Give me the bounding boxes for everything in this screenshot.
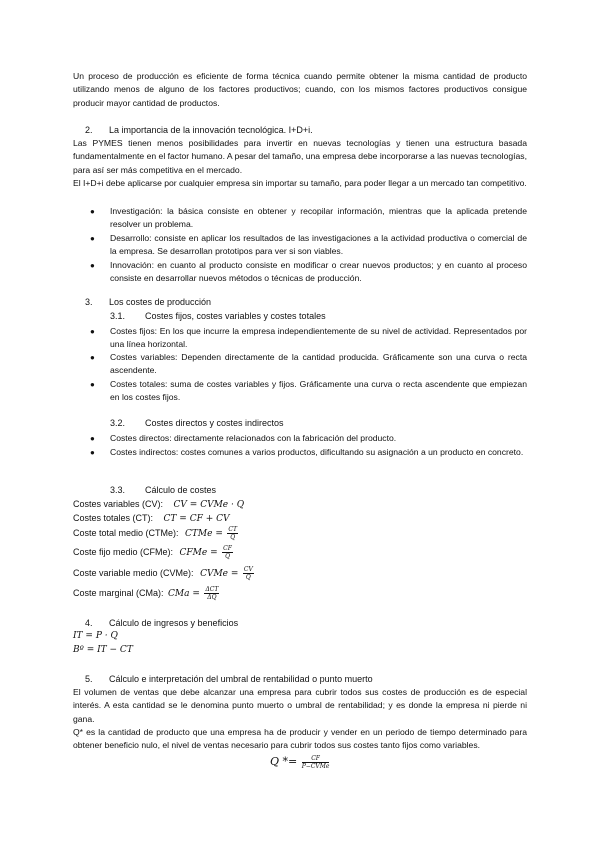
list-item: ● Costes variables: Dependen directamente de la cantidad producida. Gráficamente son una curva o recta ascendente. — [90, 352, 527, 376]
list-item: ● Desarrollo: consiste en aplicar los resultados de las investigaciones a la actividad productiva o comercial de la empresa. Se desarrollan prototipos para ver si son viables. — [90, 233, 527, 257]
formula-cma: Coste marginal (CMa): CMa = $\frac{\text{ΔCT}}{\Delta Q}$ — [73, 586, 219, 601]
list-item: ● Investigación: la básica consiste en obtener y recopilar información, mientras que la aplicada pretende resolver un problema. — [90, 206, 527, 230]
list-item: ● Costes directos: directamente relacionados con la fabricación del producto. — [90, 433, 397, 443]
section-2-paragraph-2: El I+D+i debe aplicarse por cualquier empresa sin importar su tamaño, para poder llegar a un mercado tan competitivo. — [73, 178, 527, 188]
section-5-paragraph-1: El volumen de ventas que debe alcanzar una empresa para cubrir todos sus costes de producción es de especial interés. A esta cantidad se le denomina punto muerto o umbral de rentabilidad; y es donde la empresa ni pierde ni gana. — [73, 687, 527, 724]
document-page: Un proceso de producción es eficiente de forma técnica cuando permite obtener la misma cantidad de producto utilizando menos de alguno de los factores productivos; cuando, con los mismos factores productivos consigue producir mayor cantidad de productos. 2. La importancia de la innovación tecnológica. I+D+i. Las PYMES tienen menos posibilidades para invertir en nuevas tecnologías y tienen una estructura basada fundamentalmente en el factor humano. A pesar del tamaño, una empresa debe incorporarse a las nuevas tecnologías, para así ser más competitiva en el mercado. El I+D+i debe aplicarse por cualquier empresa sin importar su tamaño, para poder llegar a un mercado tan competitivo. ● Investigación: la básica consiste en obtener y recopilar información, mientras que la aplicada pretende resolver un problema. ● Desarrollo: consiste en aplicar los resultados de las investigaciones a la actividad productiva o comercial de la empresa. Se desarrollan prototipos para ver si son viables. ● Innovación: en cuanto al producto consiste en modificar o crear nuevos productos; y en cuanto al proceso consiste en desarrollar nuevos métodos o técnicas de producción. 3. Los costes de producción 3.1. Costes fijos, costes variables y costes totales ● Costes fijos: En los que incurre la empresa independientemente de su nivel de actividad. Representados por una línea horizontal. ● Costes variables: Dependen directamente de la cantidad producida. Gráficamente son una curva o recta ascendente. ● Costes totales: suma de costes variables y fijos. Gráficamente una curva o recta ascendente que empiezan en los costes fijos. 3.2. Costes directos y costes indirectos ● Costes directos: directamente relacionados con la fabricación del producto. ● Costes indirectos: costes comunes a varios productos, dificultando su asignación a un producto en concreto. 3.3. Cálculo de costes Costes variables (CV): CV = CVMe · Q Costes totales (CT): CT = CF + CV Coste total medio (CTMe): CTMe = $\frac{CT}{Q}$ Coste fijo medio (CFMe): CFMe = $\frac{CF}{Q}$ Coste variable medio (CVMe): CVMe = $\frac{CV}{Q}$ Coste marginal (CMa): CMa = $\frac{\text{ΔCT}}{\Delta Q}$ 4. Cálculo de ingresos y beneficios IT = P · Q Bº = IT − CT 5. Cálculo e interpretación del umbral de rentabilidad o punto muerto El volumen de ventas que debe alcanzar una empresa para cubrir todos sus costes de producción es de especial interés. A esta cantidad se le denomina punto muerto o umbral de rentabilidad; y es donde la empresa ni pierde ni gana. Q* es la cantidad de producto que una empresa ha de producir y vender en un periodo de tiempo determinado para obtener beneficio nulo, el nivel de ventas necesario para cubrir todos sus costes tanto fijos como variables. Q *= $\frac{CF}{\text{P−CVMe}}$ — [73, 71, 527, 771]
formula-cvme: Coste variable medio (CVMe): CVMe = $\frac{CV}{Q}$ — [73, 566, 253, 581]
formula-punto-muerto: Q *= $\frac{CF}{\text{P−CVMe}}$ — [266, 755, 329, 770]
list-item: ● Costes indirectos: costes comunes a varios productos, dificultando su asignación a un producto en concreto. — [90, 447, 524, 457]
section-2-paragraph-1: Las PYMES tienen menos posibilidades para invertir en nuevas tecnologías y tienen una estructura basada fundamentalmente en el factor humano. A pesar del tamaño, una empresa debe incorporarse a las nuevas tecnologías, para así ser más competitiva en el mercado. — [73, 138, 527, 175]
formula-cv: Costes variables (CV): CV = CVMe · Q — [73, 499, 245, 510]
formula-ct: Costes totales (CT): CT = CF + CV — [73, 513, 230, 524]
list-item: ● Costes fijos: En los que incurre la empresa independientemente de su nivel de actividad. Representados por una línea horizontal. — [90, 326, 527, 350]
list-item: ● Costes totales: suma de costes variables y fijos. Gráficamente una curva o recta ascendente que empiezan en los costes fijos. — [90, 379, 527, 403]
list-item: ● Innovación: en cuanto al producto consiste en modificar o crear nuevos productos; y en cuanto al proceso consiste en desarrollar nuevos métodos o técnicas de producción. — [90, 260, 527, 284]
section-5-paragraph-2: Q* es la cantidad de producto que una empresa ha de producir y vender en un periodo de tiempo determinado para obtener beneficio nulo, el nivel de ventas necesario para cubrir todos sus costes tanto fijos como variables. — [73, 727, 527, 751]
intro-paragraph: Un proceso de producción es eficiente de forma técnica cuando permite obtener la misma cantidad de producto utilizando menos de alguno de los factores productivos; cuando, con los mismos factores productivos consigue producir mayor cantidad de productos. — [73, 71, 527, 108]
formula-ctme: Coste total medio (CTMe): CTMe = $\frac{CT}{Q}$ — [73, 526, 237, 541]
formula-it: IT = P · Q — [73, 631, 118, 641]
formula-cfme: Coste fijo medio (CFMe): CFMe = $\frac{CF}{Q}$ — [73, 545, 232, 560]
formula-beneficio: Bº = IT − CT — [73, 645, 133, 655]
